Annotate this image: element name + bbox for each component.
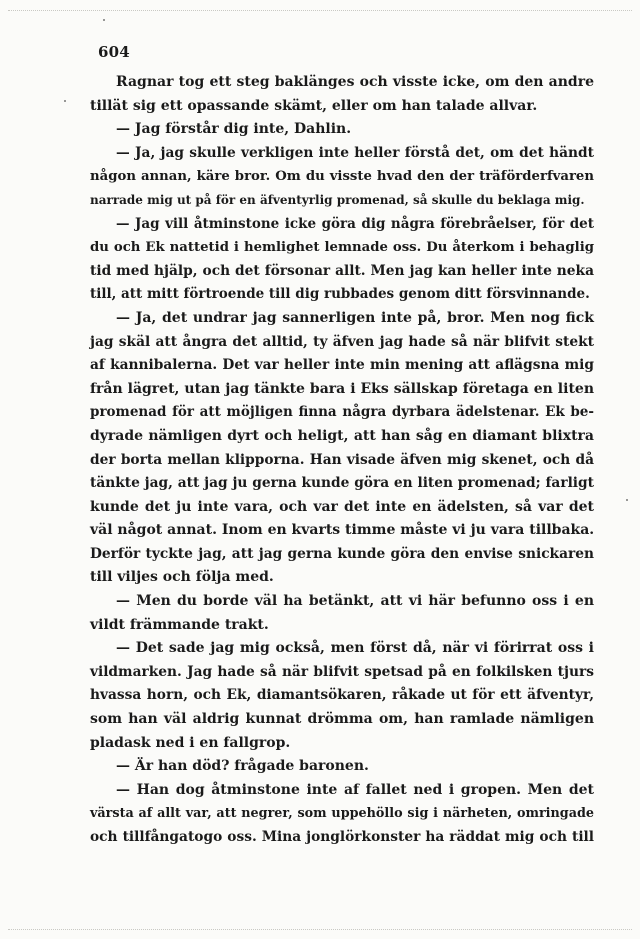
text-line: tänkte jag, att jag ju gerna kunde göra en liten promenad; farligt (90, 475, 594, 492)
text-line: någon annan, käre bror. Om du visste hvad den der träförderfvaren (90, 169, 594, 185)
text-line: Ragnar tog ett steg baklänges och visste icke, om den andre (116, 74, 594, 90)
text-line: som han väl aldrig kunnat drömma om, han ramlade nämligen (90, 711, 594, 728)
text-line: vildmarken. Jag hade så när blifvit spetsad på en folkilsken tjurs (90, 663, 594, 680)
text-line: — Jag förstår dig inte, Dahlin. (116, 121, 352, 138)
scan-speck (626, 499, 628, 501)
text-line: — Är han död? frågade baronen. (116, 758, 369, 775)
text-line: dyrade nämligen dyrt och heligt, att han såg en diamant blixtra (90, 427, 594, 444)
text-line: hvassa horn, och Ek, diamantsökaren, råkade ut för ett äfventyr, (90, 687, 594, 704)
text-line: från lägret, utan jag tänkte bara i Eks sällskap företaga en liten (90, 380, 594, 397)
text-line: — Ja, jag skulle verkligen inte heller förstå det, om det händt (116, 144, 594, 161)
text-line: af kannibalerna. Det var heller inte min mening att aflägsna mig (90, 357, 594, 374)
text-line: och tillfångatogo oss. Mina jonglörkonster ha räddat mig och till (90, 829, 594, 845)
text-line: till, att mitt förtroende till dig rubbades genom ditt försvinnande. (90, 286, 590, 303)
text-line: kunde det ju inte vara, och var det inte en ädelsten, så var det (90, 498, 594, 515)
scan-speck (64, 100, 66, 102)
top-scan-edge (8, 10, 632, 12)
text-line: tillät sig ett opassande skämt, eller om han talade allvar. (90, 97, 538, 114)
text-line: jag skäl att ångra det alltid, ty äfven jag hade så när blifvit stekt (90, 333, 594, 350)
text-line: — Men du borde väl ha betänkt, att vi här befunno oss i en (116, 593, 594, 610)
text-line: — Det sade jag mig också, men först då, när vi förirrat oss i (116, 640, 594, 657)
text-line: promenad för att möjligen finna några dyrbara ädelstenar. Ek be- (90, 404, 594, 421)
text-line: pladask ned i en fallgrop. (90, 734, 291, 751)
scan-speck (103, 19, 105, 21)
text-line: narrade mig ut på för en äfventyrlig promenad, så skulle du beklaga mig. (90, 192, 585, 207)
body-text (90, 71, 594, 850)
text-line: till viljes och följa med. (90, 569, 274, 586)
text-line: vildt främmande trakt. (90, 616, 269, 633)
text-line: du och Ek nattetid i hemlighet lemnade oss. Du återkom i behaglig (90, 240, 594, 256)
text-line: — Ja, det undrar jag sannerligen inte på, bror. Men nog fick (116, 309, 594, 326)
text-line: — Jag vill åtminstone icke göra dig några förebråelser, för det (116, 215, 594, 232)
text-line: väl något annat. Inom en kvarts timme måste vi ju vara tillbaka. (90, 522, 595, 539)
text-line: Derför tyckte jag, att jag gerna kunde göra den envise snickaren (90, 545, 594, 562)
text-line: der borta mellan klipporna. Han visade äfven mig skenet, och då (90, 451, 594, 468)
text-line: tid med hjälp, och det försonar allt. Men jag kan heller inte neka (90, 262, 594, 279)
page-number: 604 (98, 43, 130, 61)
text-line: — Han dog åtminstone inte af fallet ned i gropen. Men det (116, 781, 594, 798)
text-line: värsta af allt var, att negrer, som uppehöllo sig i närheten, omringade (90, 806, 594, 822)
bottom-scan-edge (8, 929, 632, 931)
